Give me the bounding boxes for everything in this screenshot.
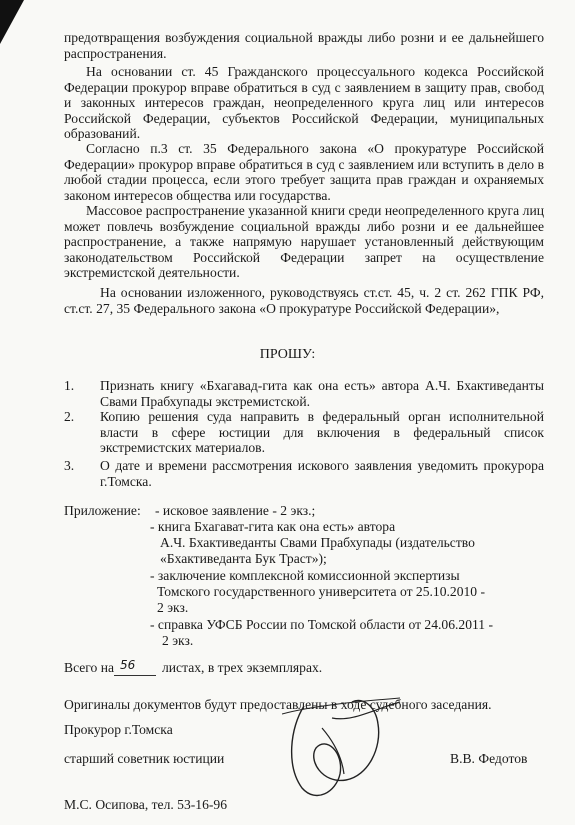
attachment-line: - книга Бхагават-гита как она есть» автора (150, 519, 396, 534)
paragraph-based-on-text: На основании изложенного, руководствуясь ст.ст. 45, ч. 2 ст. 262 ГПК РФ, ст.ст. 27, 35 Федерального закона «О прокуратуре Российской Федерации», (64, 285, 544, 316)
attachment-line: - справка УФСБ России по Томской области от 24.06.2011 - (150, 617, 494, 632)
paragraph-civil-procedure (64, 64, 544, 142)
executor-contact: М.С. Осипова, тел. 53-16-96 (64, 797, 228, 812)
total-suffix: листах, в трех экземплярах. (162, 660, 323, 675)
request-number: 2. (64, 409, 75, 424)
signer-position-line1: Прокурор г.Томска (64, 722, 173, 737)
attachment-line: Томского государственного университета от 25.10.2010 - (157, 584, 486, 599)
sheet-count-underline (114, 675, 156, 676)
paragraph-based-on (64, 285, 544, 316)
attachment-line: 2 экз. (162, 633, 194, 648)
paragraph-mass-distribution-text: Массовое распространение указанной книги среди неопределенного круга лиц может повлечь возбуждение социальной вражды либо розни и ее дальнейшее распространение, а также напрямую нарушает установленный действующим законодательством Российской Федерации запрет на осуществление экстремистской деятельности. (64, 203, 544, 281)
attachment-line: «Бхактиведанта Бук Траст»); (160, 551, 327, 566)
request-heading: ПРОШУ: (259, 347, 316, 362)
paragraph-prosecution-law-text: Согласно п.3 ст. 35 Федерального закона «О прокуратуре Российской Федерации» прокурор вправе обратиться в суд с заявлением или вступить в дело в любой стадии процесса, если этого требует защита прав граждан и охраняемых законом интересов общества или государства. (64, 141, 544, 203)
scan-corner-mark (0, 0, 24, 44)
total-prefix: Всего на (64, 660, 115, 675)
paragraph-continuation: предотвращения возбуждения социальной вражды либо розни и ее дальнейшего распространения. (64, 30, 544, 61)
originals-note: Оригиналы документов будут предоставлены в ходе судебного заседания. (64, 697, 492, 712)
request-number: 3. (64, 458, 75, 473)
attachment-line: А.Ч. Бхактиведанты Свами Прабхупады (издательство (160, 535, 475, 550)
handwritten-signature (282, 688, 402, 806)
attachment-line: - исковое заявление - 2 экз.; (155, 503, 316, 518)
paragraph-civil-procedure-text: На основании ст. 45 Гражданского процессуального кодекса Российской Федерации прокурор вправе обратиться в суд с заявлением в защиту прав, свобод и законных интересов граждан, неопределенного круга лиц или интересов Российской Федерации, субъектов Российской Федерации, муниципальных образований. (64, 64, 544, 142)
request-text: Копию решения суда направить в федеральный орган исполнительной власти в сфере юстиции для включения в федеральный список экстремистских материалов. (100, 409, 544, 456)
paragraph-prosecution-law (64, 141, 544, 203)
attachment-line: - заключение комплексной комиссионной экспертизы (150, 568, 460, 583)
attachment-line: 2 экз. (157, 600, 189, 615)
request-text: Признать книгу «Бхагавад-гита как она есть» автора А.Ч. Бхактиведанты Свами Прабхупады экстремистской. (100, 378, 544, 409)
handwritten-sheet-count: 56 (120, 658, 136, 672)
attachments-label: Приложение: (64, 503, 141, 518)
paragraph-mass-distribution (64, 203, 544, 281)
request-number: 1. (64, 378, 75, 393)
signer-position-line2: старший советник юстиции (64, 751, 225, 766)
request-text: О дате и времени рассмотрения искового заявления уведомить прокурора г.Томска. (100, 458, 544, 489)
signer-name: В.В. Федотов (450, 751, 528, 766)
